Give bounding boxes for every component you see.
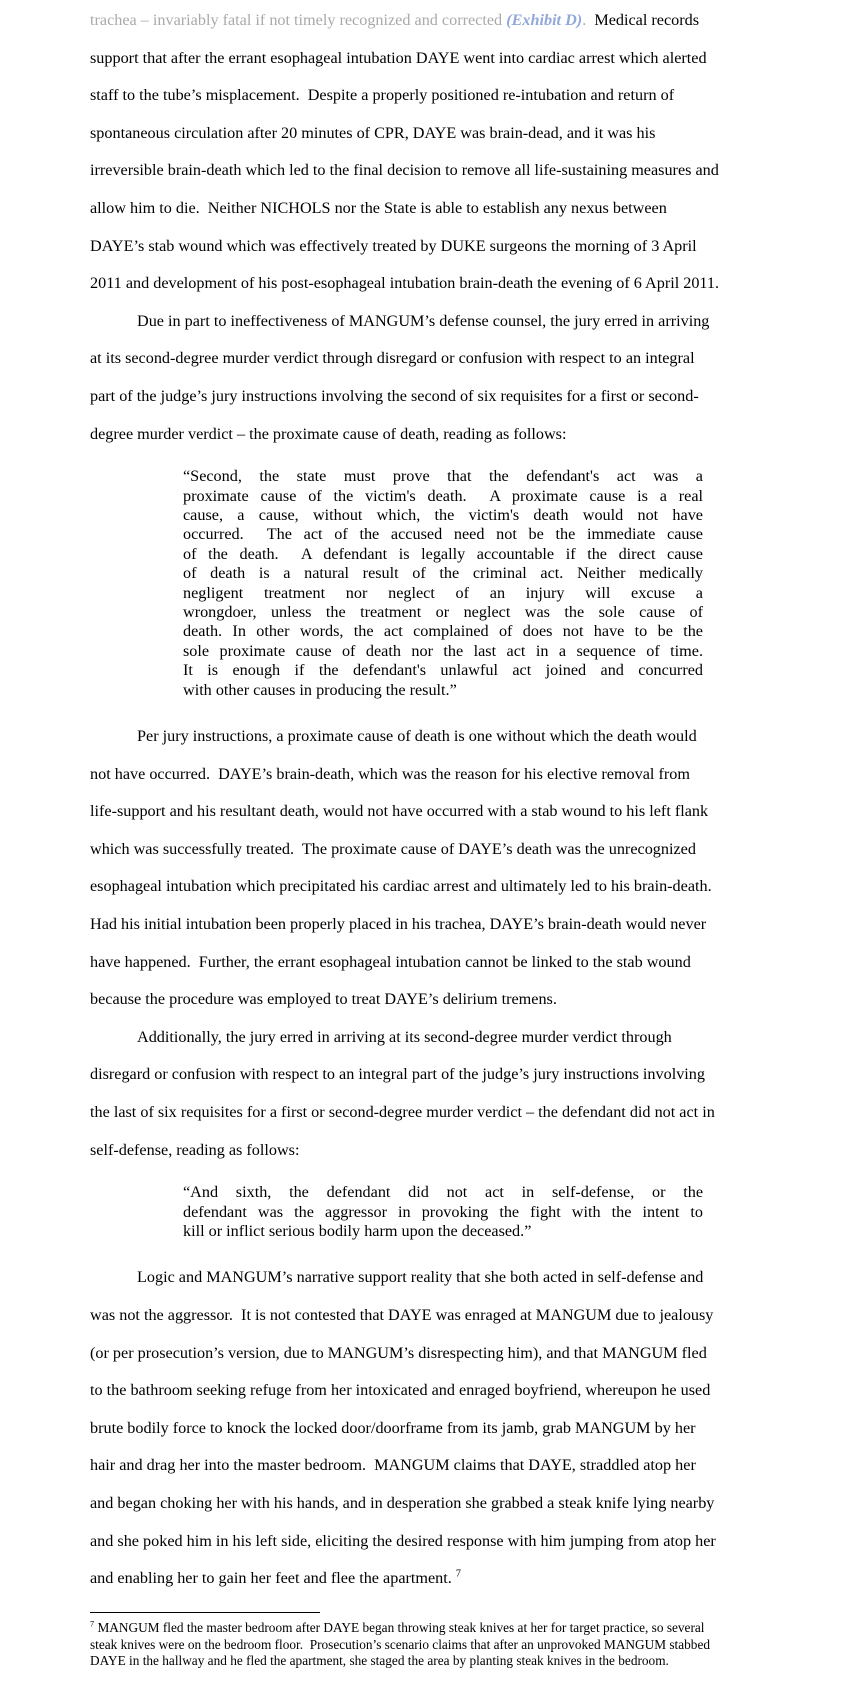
text-line: It is enough if the defendant's unlawful act joined and concurred — [183, 661, 703, 680]
text-line: to the bathroom seeking refuge from her intoxicated and enraged boyfriend, whereupon he used — [90, 1381, 711, 1400]
text-line: DAYE’s stab wound which was effectively treated by DUKE surgeons the morning of 3 April — [90, 236, 697, 255]
text-segment: and enabling her to gain her feet and flee the apartment. — [90, 1569, 456, 1588]
text-line: kill or inflict serious bodily harm upon the deceased.” — [183, 1221, 532, 1240]
text-line: DAYE in the hallway and he fled the apartment, she staged the area by planting steak knives in the bedroom. — [90, 1653, 669, 1669]
text-line: irreversible brain-death which led to the final decision to remove all life-sustaining measures and — [90, 161, 719, 180]
text-line: negligent treatment nor neglect of an injury will excuse a — [183, 583, 703, 602]
text-segment: trachea – invariably fatal if not timely recognized and corrected — [90, 11, 507, 29]
text-line: Per jury instructions, a proximate cause of death is one without which the death would — [137, 727, 697, 745]
text-line: with other causes in producing the result.” — [183, 680, 457, 699]
text-line: the last of six requisites for a first or second-degree murder verdict – the defendant did not act in — [90, 1102, 715, 1121]
footnote-separator — [90, 1612, 320, 1613]
text-line: wrongdoer, unless the treatment or neglect was the sole cause of — [183, 602, 703, 621]
text-line: hair and drag her into the master bedroom. MANGUM claims that DAYE, straddled atop her — [90, 1456, 696, 1475]
text-segment: MANGUM fled the master bedroom after DAYE began throwing steak knives at her for target practice, so several — [94, 1620, 705, 1635]
text-line: degree murder verdict – the proximate cause of death, reading as follows: — [90, 424, 567, 443]
paragraph-5 — [90, 1019, 762, 1169]
text-line: sole proximate cause of death nor the last act in a sequence of time. — [183, 641, 703, 660]
block-quote — [183, 467, 703, 700]
text-line: which was successfully treated. The proximate cause of DAYE’s death was the unrecognized — [90, 839, 696, 858]
text-line: defendant was the aggressor in provoking the fight with the intent to — [183, 1202, 703, 1221]
paragraph-2 — [90, 303, 762, 453]
text-line: “Second, the state must prove that the defendant's act was a — [183, 467, 703, 486]
text-line: Additionally, the jury erred in arriving at its second-degree murder verdict through — [137, 1027, 672, 1046]
text-line: because the procedure was employed to treat DAYE’s delirium tremens. — [90, 990, 557, 1009]
text-line: at its second-degree murder verdict through disregard or confusion with respect to an integral — [90, 349, 695, 368]
text-line: cause, a cause, without which, the victim's death would not have — [183, 505, 703, 524]
footnote-section — [90, 1612, 762, 1670]
text-line: brute bodily force to knock the locked door/doorframe from its jamb, grab MANGUM by her — [90, 1418, 696, 1437]
text-segment: Medical records — [586, 11, 700, 29]
text-line: and she poked him in his left side, eliciting the desired response with him jumping from atop her — [90, 1531, 716, 1550]
text-line: Had his initial intubation been properly placed in his trachea, DAYE’s brain-death would never — [90, 914, 707, 933]
text-line: support that after the errant esophageal intubation DAYE went into cardiac arrest which alerted — [90, 48, 707, 67]
text-line: Due in part to ineffectiveness of MANGUM’s defense counsel, the jury erred in arriving — [137, 311, 710, 330]
text-line: staff to the tube’s misplacement. Despite a properly positioned re-intubation and return of — [90, 86, 675, 105]
text-line: “And sixth, the defendant did not act in self-defense, or the — [183, 1183, 703, 1202]
text-line: not have occurred. DAYE’s brain-death, which was the reason for his elective removal from — [90, 764, 690, 783]
text-line: (or per prosecution’s version, due to MANGUM’s disrespecting him), and that MANGUM fled — [90, 1343, 707, 1362]
superscript-footnote-marker: 7 — [90, 1619, 95, 1629]
superscript-footnote-marker: 7 — [455, 1568, 461, 1580]
text-line: of the death. A defendant is legally accountable if the direct cause — [183, 544, 703, 563]
text-line: esophageal intubation which precipitated his cardiac arrest and ultimately led to his brain-death. — [90, 877, 712, 896]
text-segment: . — [582, 11, 587, 29]
block-quote — [183, 1183, 703, 1241]
text-line: spontaneous circulation after 20 minutes of CPR, DAYE was brain-dead, and it was his — [90, 123, 656, 142]
text-line: was not the aggressor. It is not contested that DAYE was enraged at MANGUM due to jealousy — [90, 1305, 714, 1324]
text-line: part of the judge’s jury instructions involving the second of six requisites for a first or second- — [90, 386, 699, 405]
text-line: steak knives were on the bedroom floor. Prosecution’s scenario claims that after an unprovoked MANGUM stabbed — [90, 1636, 710, 1652]
text-line: Logic and MANGUM’s narrative support reality that she both acted in self-defense and — [137, 1268, 704, 1287]
paragraph-4 — [90, 718, 762, 1019]
text-line: self-defense, reading as follows: — [90, 1140, 300, 1159]
text-line: proximate cause of the victim's death. A proximate cause is a real — [183, 486, 703, 505]
paragraph-1 — [90, 2, 762, 303]
footnote-text — [90, 1620, 762, 1670]
text-line — [90, 1620, 762, 1637]
text-line — [90, 1560, 762, 1598]
text-line: of death is a natural result of the criminal act. Neither medically — [183, 564, 703, 583]
text-line: life-support and his resultant death, would not have occurred with a stab wound to his left flank — [90, 802, 709, 821]
text-line: have happened. Further, the errant esophageal intubation cannot be linked to the stab wound — [90, 952, 691, 971]
text-line: allow him to die. Neither NICHOLS nor the State is able to establish any nexus between — [90, 198, 667, 217]
text-line: and began choking her with his hands, and in desperation she grabbed a steak knife lying nearby — [90, 1493, 715, 1512]
text-line: occurred. The act of the accused need not be the immediate cause — [183, 525, 703, 544]
text-line: 2011 and development of his post-esophageal intubation brain-death the evening of 6 April 2011. — [90, 274, 720, 293]
text-line — [90, 2, 762, 40]
paragraph-7 — [90, 1259, 762, 1597]
exhibit-reference: (Exhibit D) — [506, 11, 583, 29]
text-line: death. In other words, the act complained of does not have to be the — [183, 622, 703, 641]
text-line: disregard or confusion with respect to an integral part of the judge’s jury instructions involving — [90, 1065, 705, 1084]
